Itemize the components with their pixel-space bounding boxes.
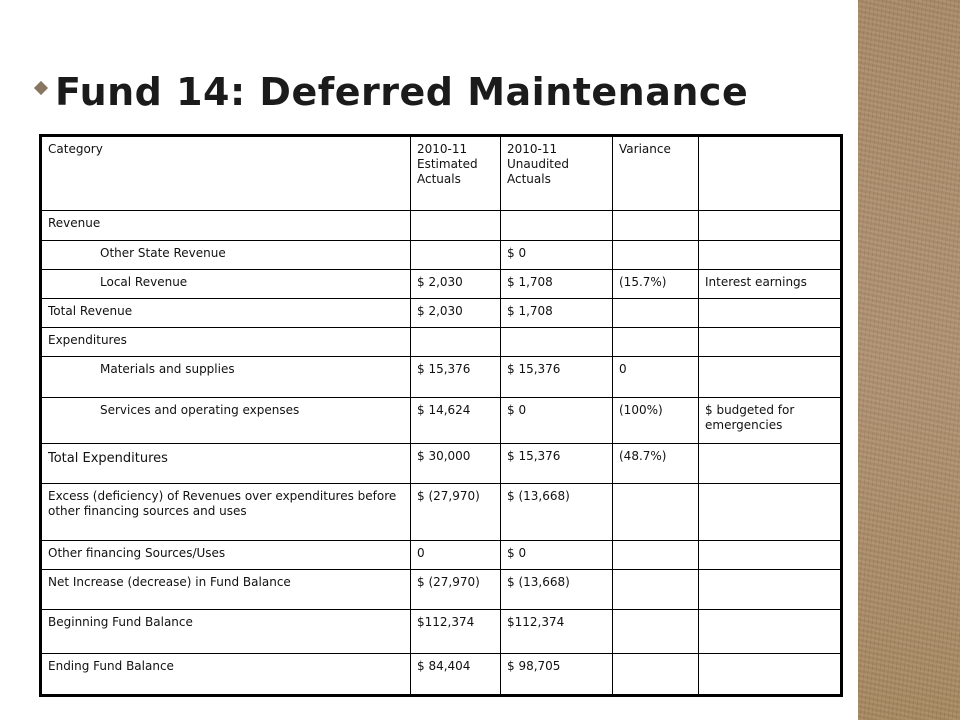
row-estimated	[411, 211, 501, 240]
side-decoration-panel	[858, 0, 960, 720]
row-variance: (15.7%)	[613, 269, 699, 298]
row-estimated: $112,374	[411, 610, 501, 653]
table-row	[41, 327, 842, 356]
row-estimated: $ 14,624	[411, 398, 501, 443]
row-category: Other State Revenue	[41, 240, 411, 269]
header-notes	[699, 136, 842, 211]
table-row	[41, 298, 842, 327]
row-category: Excess (deficiency) of Revenues over expenditures before other financing sources and uses	[41, 483, 411, 540]
row-variance	[613, 240, 699, 269]
row-estimated: $ 84,404	[411, 653, 501, 695]
fund-table	[39, 134, 843, 697]
row-variance	[613, 610, 699, 653]
table-row	[41, 483, 842, 540]
row-note	[699, 570, 842, 610]
header-category: Category	[41, 136, 411, 211]
table-row	[41, 610, 842, 653]
row-unaudited: $ 15,376	[501, 443, 613, 483]
table-header-row	[41, 136, 842, 211]
row-estimated: 0	[411, 541, 501, 570]
row-note	[699, 298, 842, 327]
row-variance	[613, 541, 699, 570]
table-row	[41, 240, 842, 269]
table-row	[41, 653, 842, 695]
row-variance	[613, 211, 699, 240]
row-category: Net Increase (decrease) in Fund Balance	[41, 570, 411, 610]
row-estimated	[411, 240, 501, 269]
row-category: Total Expenditures	[41, 443, 411, 483]
table-row	[41, 541, 842, 570]
row-note: Interest earnings	[699, 269, 842, 298]
row-note	[699, 357, 842, 398]
row-estimated: $ 30,000	[411, 443, 501, 483]
row-category: Materials and supplies	[41, 357, 411, 398]
row-note	[699, 653, 842, 695]
header-variance: Variance	[613, 136, 699, 211]
row-estimated: $ 2,030	[411, 269, 501, 298]
header-estimated-actuals: 2010-11 Estimated Actuals	[411, 136, 501, 211]
table-row	[41, 398, 842, 443]
row-category: Other financing Sources/Uses	[41, 541, 411, 570]
row-note	[699, 240, 842, 269]
row-unaudited	[501, 327, 613, 356]
row-category: Ending Fund Balance	[41, 653, 411, 695]
row-unaudited: $ 15,376	[501, 357, 613, 398]
row-note	[699, 327, 842, 356]
row-category: Revenue	[41, 211, 411, 240]
row-unaudited: $ 0	[501, 240, 613, 269]
row-variance	[613, 483, 699, 540]
row-estimated: $ (27,970)	[411, 570, 501, 610]
row-note: $ budgeted for emergencies	[699, 398, 842, 443]
row-variance	[613, 570, 699, 610]
row-unaudited: $ 0	[501, 398, 613, 443]
row-category: Total Revenue	[41, 298, 411, 327]
row-variance: (48.7%)	[613, 443, 699, 483]
table-row	[41, 211, 842, 240]
row-note	[699, 443, 842, 483]
row-variance	[613, 327, 699, 356]
title-bullet-icon	[34, 81, 48, 95]
row-unaudited	[501, 211, 613, 240]
row-variance: (100%)	[613, 398, 699, 443]
row-estimated	[411, 327, 501, 356]
row-note	[699, 483, 842, 540]
page-title: Fund 14: Deferred Maintenance	[55, 70, 749, 114]
row-unaudited: $112,374	[501, 610, 613, 653]
row-estimated: $ 15,376	[411, 357, 501, 398]
row-note	[699, 211, 842, 240]
row-unaudited: $ 1,708	[501, 298, 613, 327]
row-unaudited: $ 98,705	[501, 653, 613, 695]
row-unaudited: $ 1,708	[501, 269, 613, 298]
row-variance	[613, 298, 699, 327]
row-estimated: $ 2,030	[411, 298, 501, 327]
row-category: Local Revenue	[41, 269, 411, 298]
table-row	[41, 269, 842, 298]
row-note	[699, 541, 842, 570]
row-category: Expenditures	[41, 327, 411, 356]
row-unaudited: $ (13,668)	[501, 570, 613, 610]
row-variance	[613, 653, 699, 695]
row-unaudited: $ 0	[501, 541, 613, 570]
table-row	[41, 357, 842, 398]
row-category: Services and operating expenses	[41, 398, 411, 443]
row-unaudited: $ (13,668)	[501, 483, 613, 540]
header-unaudited-actuals: 2010-11 Unaudited Actuals	[501, 136, 613, 211]
row-note	[699, 610, 842, 653]
table-row	[41, 570, 842, 610]
row-estimated: $ (27,970)	[411, 483, 501, 540]
row-variance: 0	[613, 357, 699, 398]
table-row	[41, 443, 842, 483]
row-category: Beginning Fund Balance	[41, 610, 411, 653]
